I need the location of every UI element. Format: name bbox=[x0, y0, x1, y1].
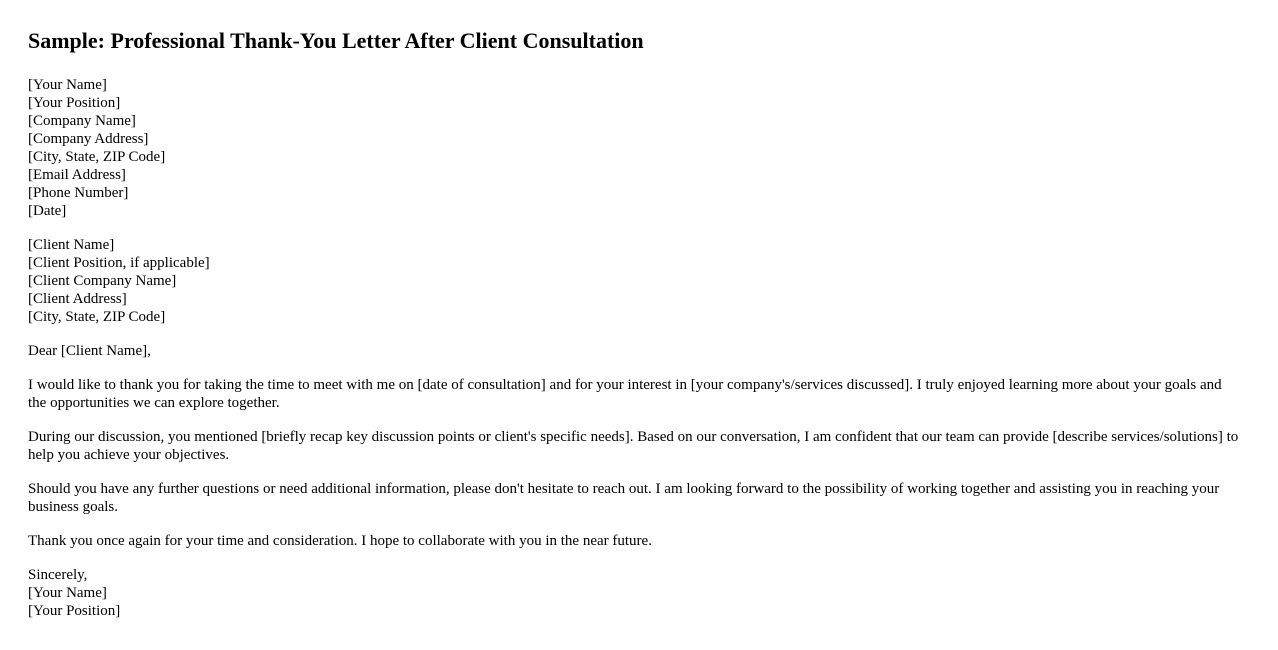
client-address: [Client Address] bbox=[28, 291, 127, 307]
sender-phone: [Phone Number] bbox=[28, 185, 129, 201]
sender-email: [Email Address] bbox=[28, 167, 126, 183]
sender-company-name: [Company Name] bbox=[28, 113, 136, 129]
sender-city-state-zip: [City, State, ZIP Code] bbox=[28, 149, 166, 165]
sender-position: [Your Position] bbox=[28, 95, 121, 111]
client-name: [Client Name] bbox=[28, 237, 115, 253]
client-company-name: [Client Company Name] bbox=[28, 273, 177, 289]
signature-position: [Your Position] bbox=[28, 603, 121, 619]
valediction: Sincerely, bbox=[28, 567, 88, 583]
signature-block bbox=[28, 566, 1248, 620]
sender-company-address: [Company Address] bbox=[28, 131, 149, 147]
salutation: Dear [Client Name], bbox=[28, 343, 151, 359]
letter-date: [Date] bbox=[28, 203, 67, 219]
sender-name: [Your Name] bbox=[28, 77, 107, 93]
body-paragraph-thanks: I would like to thank you for taking the time to meet with me on [date of consultation] and for your interest in [your company's/services discussed]. I truly enjoyed learning more about your goals and the opportunities we can explore together. bbox=[28, 377, 1222, 411]
client-position: [Client Position, if applicable] bbox=[28, 255, 210, 271]
page-title: Sample: Professional Thank-You Letter After Client Consultation bbox=[28, 28, 644, 53]
client-city-state-zip: [City, State, ZIP Code] bbox=[28, 309, 166, 325]
sender-address-block bbox=[28, 76, 1248, 220]
body-paragraph-discussion: During our discussion, you mentioned [briefly recap key discussion points or client's specific needs]. Based on our conversation, I am confident that our team can provide [describe services/solutions] to help you achieve your objectives. bbox=[28, 429, 1239, 463]
body-paragraph-follow-up: Should you have any further questions or need additional information, please don't hesitate to reach out. I am looking forward to the possibility of working together and assisting you in reaching your business goals. bbox=[28, 481, 1220, 515]
recipient-address-block bbox=[28, 236, 1248, 326]
signature-name: [Your Name] bbox=[28, 585, 107, 601]
body-paragraph-closing: Thank you once again for your time and consideration. I hope to collaborate with you in the near future. bbox=[28, 533, 652, 549]
